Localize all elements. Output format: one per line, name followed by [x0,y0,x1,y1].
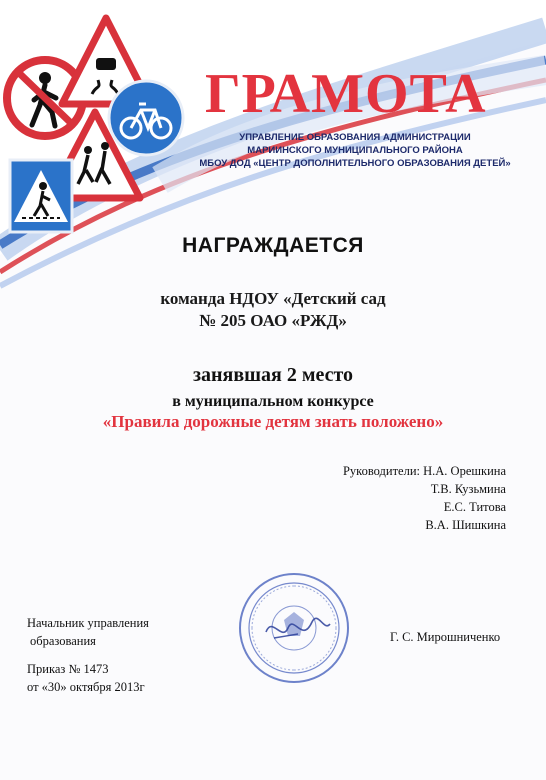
team-line: № 205 ОАО «РЖД» [199,311,347,330]
chief-title [27,614,149,650]
recipient-team [0,288,546,332]
chief-line: образования [30,634,96,648]
org-line: УПРАВЛЕНИЕ ОБРАЗОВАНИЯ АДМИНИСТРАЦИИ [239,132,471,143]
pedestrian-crossing-sign-icon [10,160,72,232]
order-date: от «30» октября 2013г [27,680,145,694]
org-line: МБОУ ДОД «ЦЕНТР ДОПОЛНИТЕЛЬНОГО ОБРАЗОВАНИЯ ДЕТЕЙ» [199,158,511,169]
team-line: команда НДОУ «Детский сад [160,289,386,308]
organization-block [175,131,535,170]
leader-line: Руководители: Н.А. Орешкина [342,464,506,478]
chief-line: Начальник управления [27,616,149,630]
leaders-block [343,462,506,534]
awarded-heading: НАГРАЖДАЕТСЯ [182,234,364,257]
leader-line: Е.С. Титова [443,500,506,514]
leader-line: Т.В. Кузьмина [430,482,506,496]
contest-name: «Правила дорожные детям знать положено» [102,412,444,431]
org-line: МАРИИНСКОГО МУНИЦИПАЛЬНОГО РАЙОНА [247,145,463,156]
signer-name: Г. С. Мирошниченко [390,630,501,644]
certificate-title: ГРАМОТА [205,63,487,125]
contest-intro: в муниципальном конкурсе [172,393,374,410]
bicycle-path-sign-icon [109,81,183,155]
place-text: занявшая 2 место [192,364,354,386]
leader-line: В.А. Шишкина [425,518,506,532]
order-number: Приказ № 1473 [27,662,109,676]
order-block [27,660,145,696]
official-stamp-icon [238,572,350,684]
